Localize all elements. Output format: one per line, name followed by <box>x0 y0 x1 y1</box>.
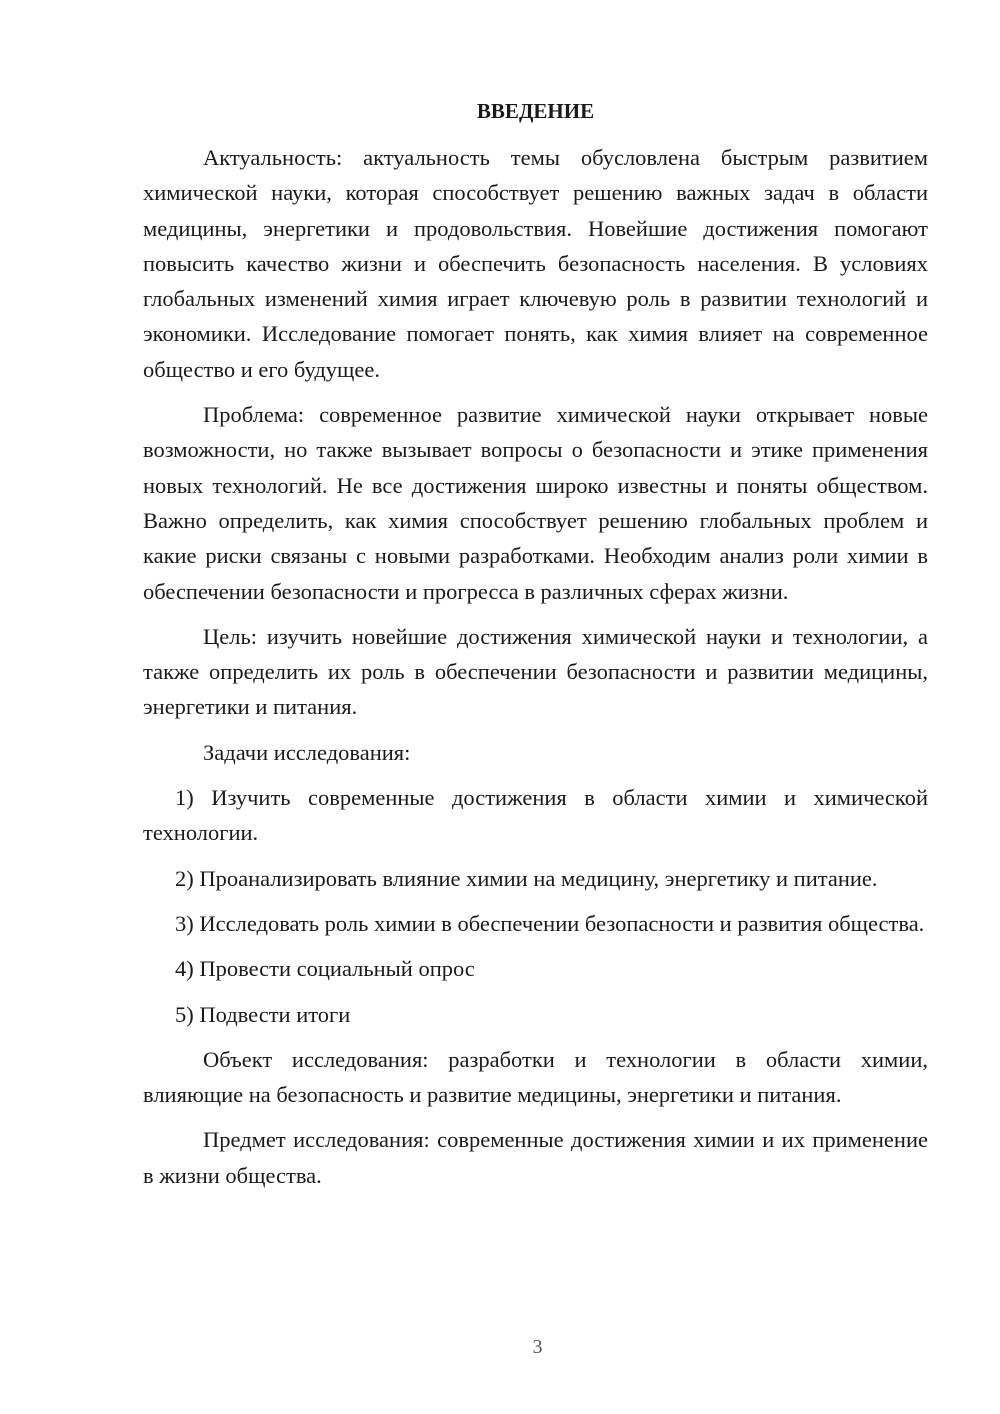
task-item: 2) Проанализировать влияние химии на медицину, энергетику и питание. <box>175 865 878 891</box>
page-body <box>143 96 928 1193</box>
tasks-heading: Задачи исследования: <box>203 739 411 765</box>
relevance-paragraph: Актуальность: актуальность темы обусловлена быстрым развитием химической науки, которая способствует решению важных задач в области медицины, энергетики и продовольствия. Новейшие достижения помогают повысить качество жизни и обеспечить безопасность населения. В условиях глобальных изменений химия играет ключевую роль в развитии технологий и экономики. Исследование помогает понять, как химия влияет на современное общество и его будущее. <box>143 145 928 382</box>
task-item: 3) Исследовать роль химии в обеспечении безопасности и развития общества. <box>175 910 925 936</box>
problem-paragraph: Проблема: современное развитие химической науки открывает новые возможности, но также вызывает вопросы о безопасности и этике применения новых технологий. Не все достижения широко известны и поняты обществом. Важно определить, как химия способствует решению глобальных проблем и какие риски связаны с новыми разработками. Необходим анализ роли химии в обеспечении безопасности и прогресса в различных сферах жизни. <box>143 402 928 604</box>
section-title: ВВЕДЕНИЕ <box>476 99 595 123</box>
subject-paragraph: Предмет исследования: современные достижения химии и их применение в жизни общества. <box>143 1127 928 1188</box>
goal-paragraph: Цель: изучить новейшие достижения химической науки и технологии, а также определить их роль в обеспечении безопасности и развитии медицины, энергетики и питания. <box>143 623 928 720</box>
task-item: 5) Подвести итоги <box>175 1001 351 1027</box>
task-item: 1) Изучить современные достижения в области химии и химической технологии. <box>143 785 928 846</box>
task-item: 4) Провести социальный опрос <box>175 956 475 982</box>
object-paragraph: Объект исследования: разработки и технологии в области химии, влияющие на безопасность и развитие медицины, энергетики и питания. <box>143 1046 928 1108</box>
page-number: 3 <box>532 1336 543 1358</box>
